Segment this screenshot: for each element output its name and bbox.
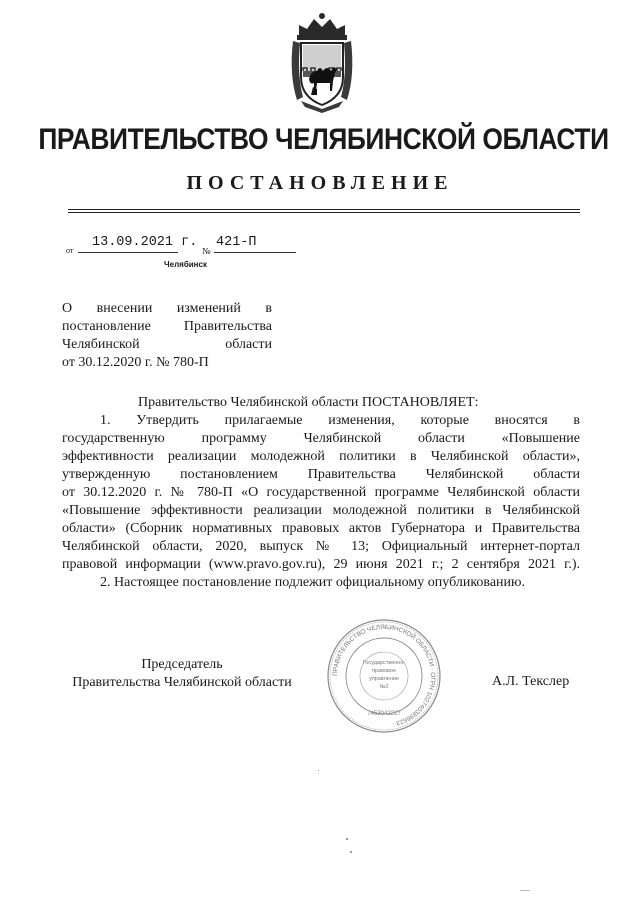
item-1-line: правовой информации (www.pravo.gov.ru), 29 июня 2021 г.; 2 сентября 2021 г.). — [62, 557, 580, 572]
item-1-line: «Повышение эффективности реализации молодежной политики в Челябинской — [62, 503, 580, 518]
scan-speck — [520, 890, 530, 891]
seal-center-line: правовое — [372, 668, 396, 674]
header-rule-top — [68, 209, 580, 210]
seal-center-line: №2 — [379, 684, 389, 690]
from-label: от — [66, 246, 74, 255]
subject-line: Челябинской области — [62, 337, 272, 352]
scan-speck — [346, 838, 348, 840]
number-label: № — [202, 246, 211, 256]
city-name: Челябинск — [164, 260, 207, 269]
registration-line — [66, 232, 306, 258]
issuing-authority: ПРАВИТЕЛЬСТВО ЧЕЛЯБИНСКОЙ ОБЛАСТИ — [38, 123, 609, 156]
item-1-line: Челябинской области, 2020, выпуск № 13; Официальный интернет-портал — [62, 539, 580, 554]
seal-code: 7453042227 — [367, 711, 401, 717]
subject-line: от 30.12.2020 г. № 780-П — [62, 355, 209, 370]
scan-speck — [318, 770, 319, 771]
coat-of-arms-emblem — [287, 5, 357, 115]
preamble: Правительство Челябинской области ПОСТАНОВЛЯЕТ: — [138, 395, 479, 410]
item-1-line: эффективности реализации молодежной политики в Челябинской области», — [62, 449, 580, 464]
decree-number: 421-П — [216, 235, 257, 250]
official-seal-stamp — [325, 617, 443, 735]
item-1-line: области» (Сборник нормативных правовых актов Губернатора и Правительства — [62, 521, 580, 536]
item-1-line: утвержденную постановлением Правительства Челябинской области — [62, 467, 580, 482]
decree-date: 13.09.2021 г. — [92, 235, 198, 250]
signatory-position — [62, 656, 302, 692]
document-type: ПОСТАНОВЛЕНИЕ — [186, 172, 454, 194]
item-1-line: 1. Утвердить прилагаемые изменения, которые вносятся в — [100, 413, 580, 428]
subject-line: О внесении изменений в — [62, 301, 272, 316]
item-2: 2. Настоящее постановление подлежит официальному опубликованию. — [100, 575, 525, 590]
seal-center-line: Государственно- — [362, 660, 406, 666]
seal-ring-text: ПРАВИТЕЛЬСТВО ЧЕЛЯБИНСКОЙ ОБЛАСТИ · ОГРН 1027403896623 · — [331, 623, 437, 728]
item-1-line: от 30.12.2020 г. № 780-П «О государственной программе Челябинской области — [62, 485, 580, 500]
subject-line: постановление Правительства — [62, 319, 272, 334]
decree-body — [62, 394, 580, 592]
header-rule-bottom — [68, 212, 580, 213]
item-1-line: государственную программу Челябинской области «Повышение — [62, 431, 580, 446]
signatory-body: Правительства Челябинской области — [72, 675, 292, 690]
seal-center-line: управление — [368, 676, 400, 682]
scan-speck — [350, 851, 352, 853]
signatory-name: А.Л. Текслер — [492, 674, 570, 689]
signatory-title: Председатель — [141, 657, 223, 672]
decree-subject — [62, 300, 272, 372]
